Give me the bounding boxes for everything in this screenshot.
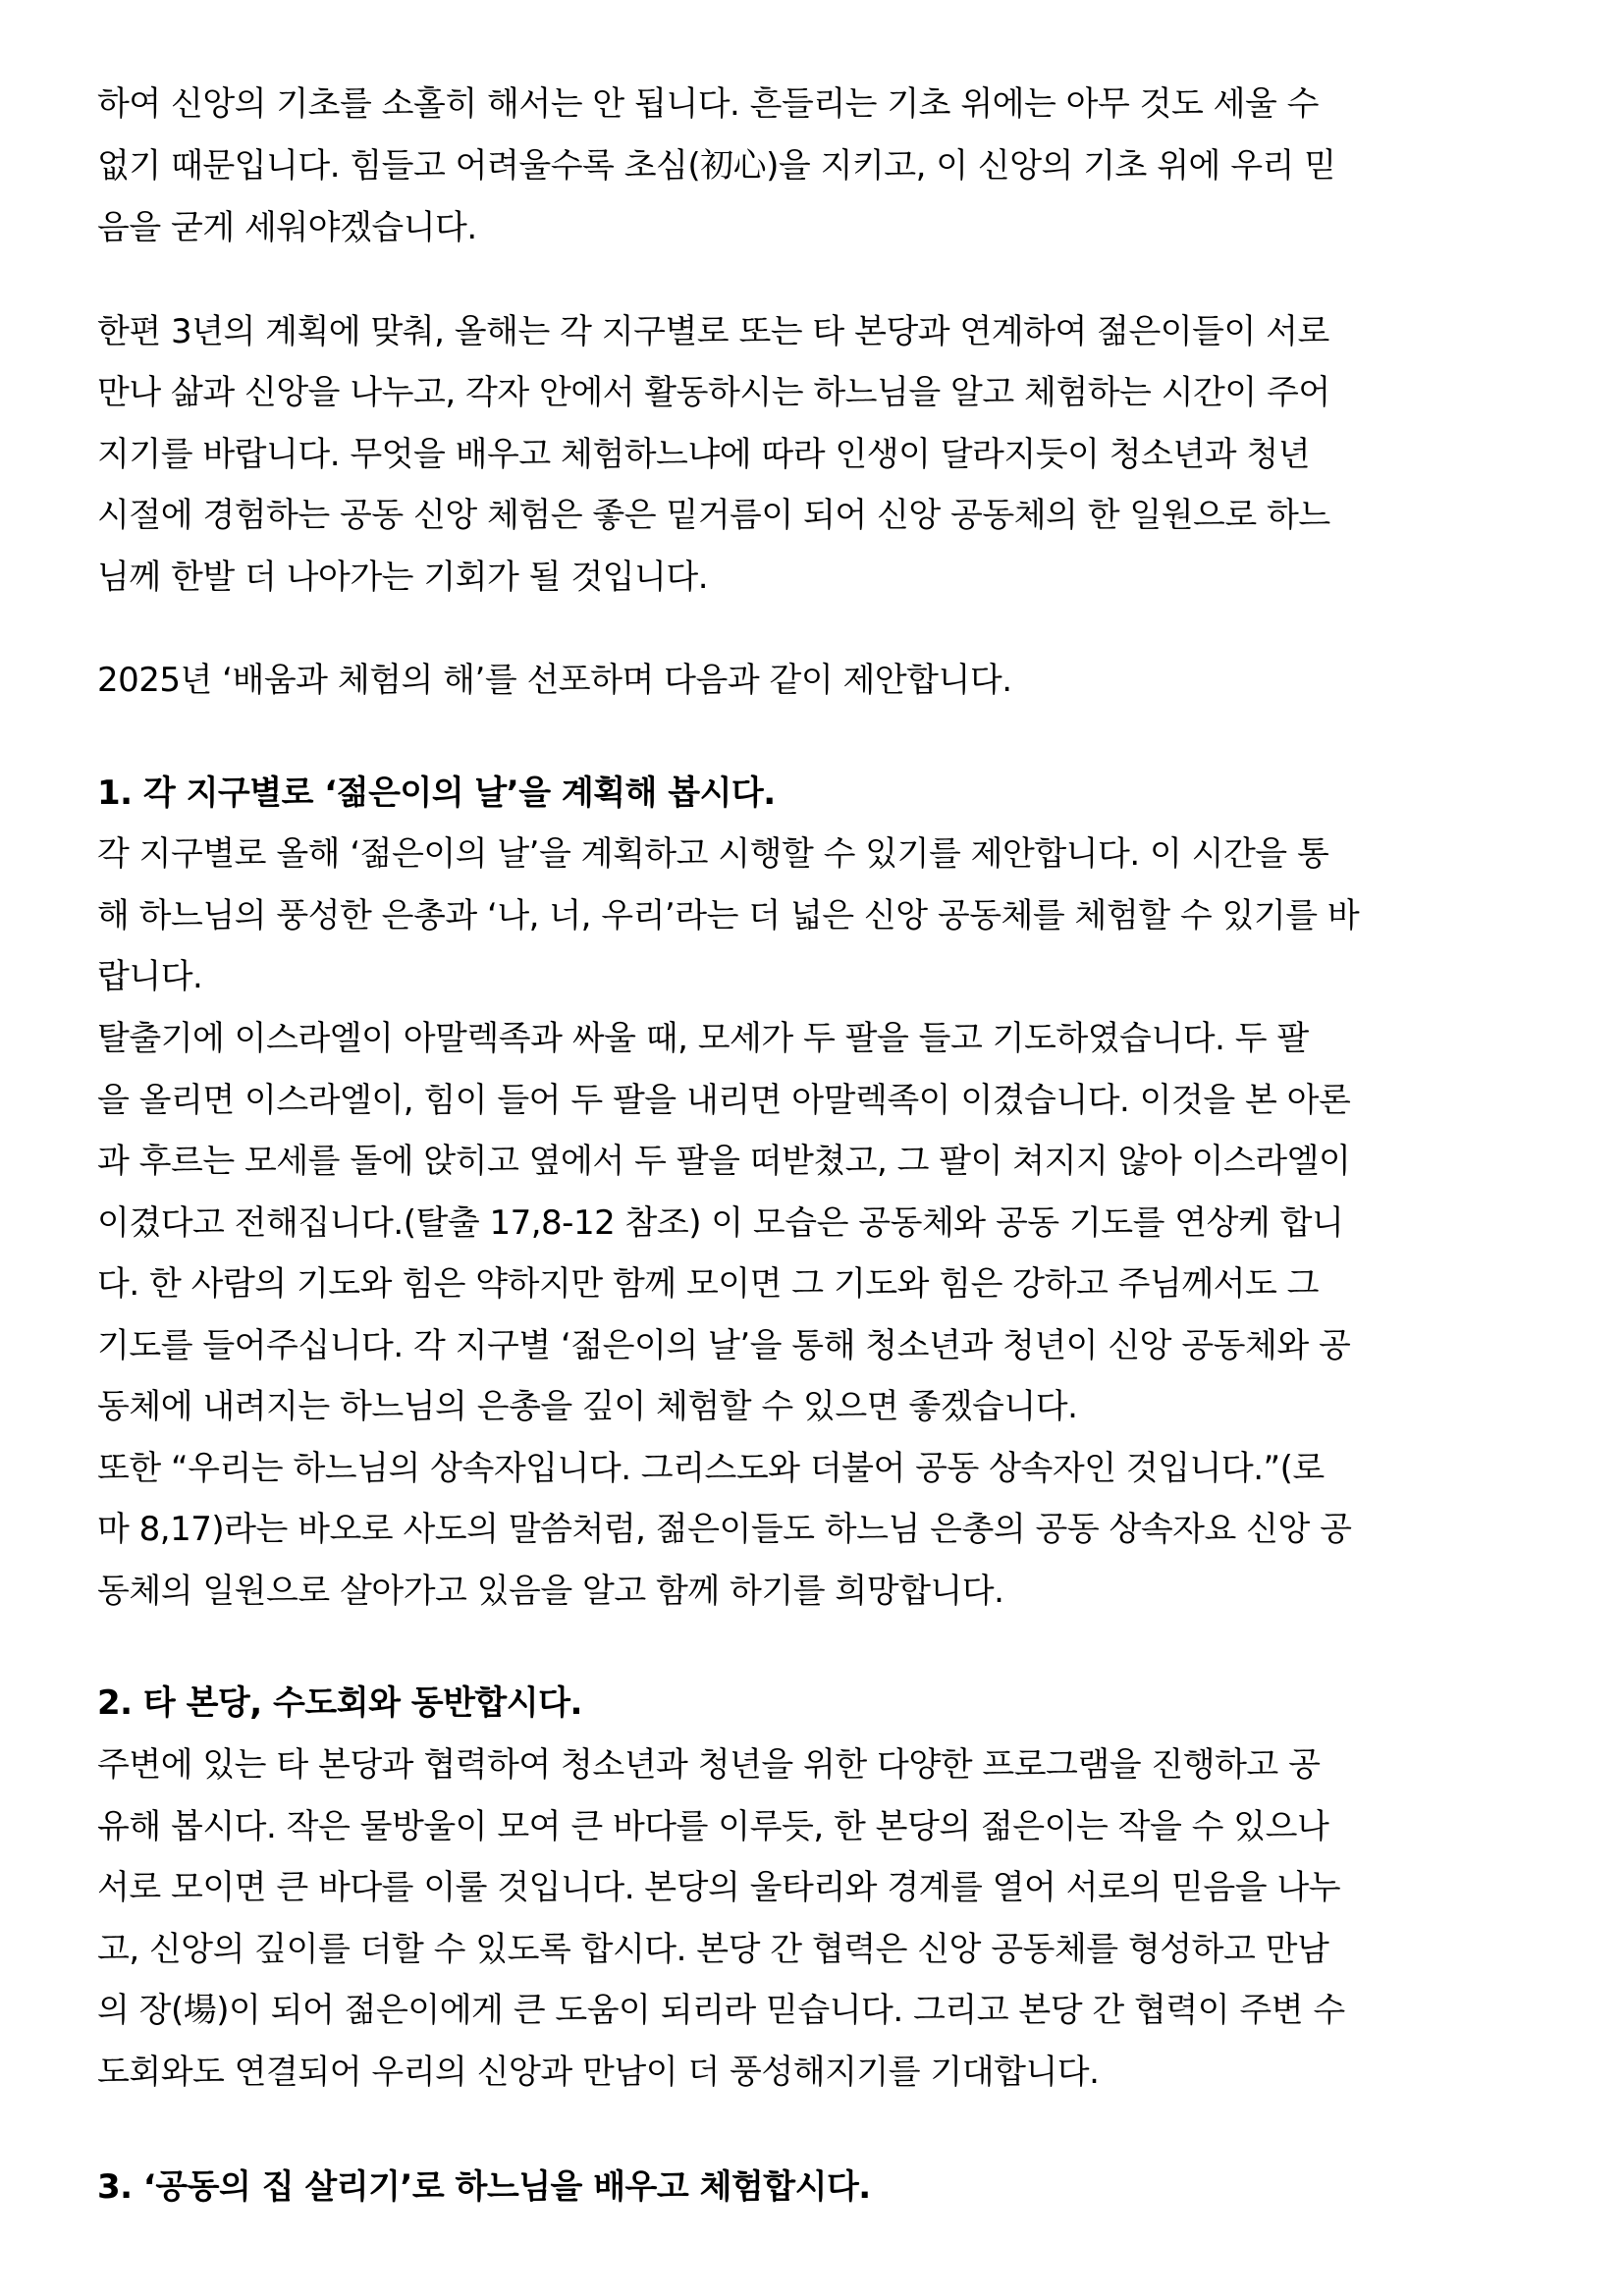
text-line: 만나 삶과 신앙을 나누고, 각자 안에서 활동하시는 하느님을 알고 체험하는 시간이 주어 [97,373,1330,412]
section-3-heading: 3. ‘공동의 집 살리기’로 하느님을 배우고 체험합시다. [97,2167,871,2207]
text-line: 시절에 경험하는 공동 신앙 체험은 좋은 밑거름이 되어 신앙 공동체의 한 일원으로 하느 [97,496,1330,535]
text-line: 고, 신앙의 깊이를 더할 수 있도록 합시다. 본당 간 협력은 신앙 공동체를 형성하고 만남 [97,1930,1329,1969]
text-line: 각 지구별로 올해 ‘젊은이의 날’을 계획하고 시행할 수 있기를 제안합니다. 이 시간을 통 [97,834,1329,874]
text-line: 지기를 바랍니다. 무엇을 배우고 체험하느냐에 따라 인생이 달라지듯이 청소년과 청년 [97,435,1311,474]
text-line: 한편 3년의 계획에 맞춰, 올해는 각 지구별로 또는 타 본당과 연계하여 젊은이들이 서로 [97,312,1329,351]
text-line: 의 장(場)이 되어 젊은이에게 큰 도움이 되리라 믿습니다. 그리고 본당 간 협력이 주변 수 [97,1991,1345,2030]
text-line: 음을 굳게 세워야겠습니다. [97,208,477,247]
text-line: 마 8,17)라는 바오로 사도의 말씀처럼, 젊은이들도 하느님 은총의 공동 상속자요 신앙 공 [97,1510,1352,1549]
text-line: 랍니다. [97,957,203,996]
text-line: 유해 봅시다. 작은 물방울이 모여 큰 바다를 이루듯, 한 본당의 젊은이는 작을 수 있으나 [97,1807,1329,1846]
text-line: 없기 때문입니다. 힘들고 어려울수록 초심(初心)을 지키고, 이 신앙의 기초 위에 우리 믿 [97,146,1336,186]
text-line: 기도를 들어주십니다. 각 지구별 ‘젊은이의 날’을 통해 청소년과 청년이 신앙 공동체와 공 [97,1326,1351,1365]
text-line: 해 하느님의 풍성한 은총과 ‘나, 너, 우리’라는 더 넓은 신앙 공동체를 체험할 수 있기를 바 [97,896,1360,935]
text-line: 동체에 내려지는 하느님의 은총을 깊이 체험할 수 있으면 좋겠습니다. [97,1387,1078,1426]
text-line: 이겼다고 전해집니다.(탈출 17,8-12 참조) 이 모습은 공동체와 공동 기도를 연상케 합니 [97,1203,1344,1243]
section-1-heading: 1. 각 지구별로 ‘젊은이의 날’을 계획해 봅시다. [97,774,776,813]
text-line: 님께 한발 더 나아가는 기회가 될 것입니다. [97,558,708,597]
text-line: 탈출기에 이스라엘이 아말렉족과 싸울 때, 모세가 두 팔을 들고 기도하였습니다. 두 팔 [97,1019,1309,1058]
section-2-heading: 2. 타 본당, 수도회와 동반합시다. [97,1683,582,1723]
declaration-text: 2025년 ‘배움과 체험의 해’를 선포하며 다음과 같이 제안합니다. [97,661,1012,700]
text-line: 동체의 일원으로 살아가고 있음을 알고 함께 하기를 희망합니다. [97,1572,1004,1611]
text-line: 또한 “우리는 하느님의 상속자입니다. 그리스도와 더불어 공동 상속자인 것입니다.”(로 [97,1449,1325,1488]
text-line: 과 후르는 모세를 돌에 앉히고 옆에서 두 팔을 떠받쳤고, 그 팔이 쳐지지 않아 이스라엘이 [97,1142,1351,1181]
text-line: 을 올리면 이스라엘이, 힘이 들어 두 팔을 내리면 아말렉족이 이겼습니다. 이것을 본 아론 [97,1081,1351,1120]
text-line: 서로 모이면 큰 바다를 이룰 것입니다. 본당의 울타리와 경계를 열어 서로의 믿음을 나누 [97,1868,1341,1907]
text-line: 주변에 있는 타 본당과 협력하여 청소년과 청년을 위한 다양한 프로그램을 진행하고 공 [97,1745,1321,1785]
text-line: 하여 신앙의 기초를 소홀히 해서는 안 됩니다. 흔들리는 기초 위에는 아무 것도 세울 수 [97,84,1319,124]
text-line: 도회와도 연결되어 우리의 신앙과 만남이 더 풍성해지기를 기대합니다. [97,2053,1100,2092]
text-line: 다. 한 사람의 기도와 힘은 약하지만 함께 모이면 그 기도와 힘은 강하고 주님께서도 그 [97,1264,1319,1304]
